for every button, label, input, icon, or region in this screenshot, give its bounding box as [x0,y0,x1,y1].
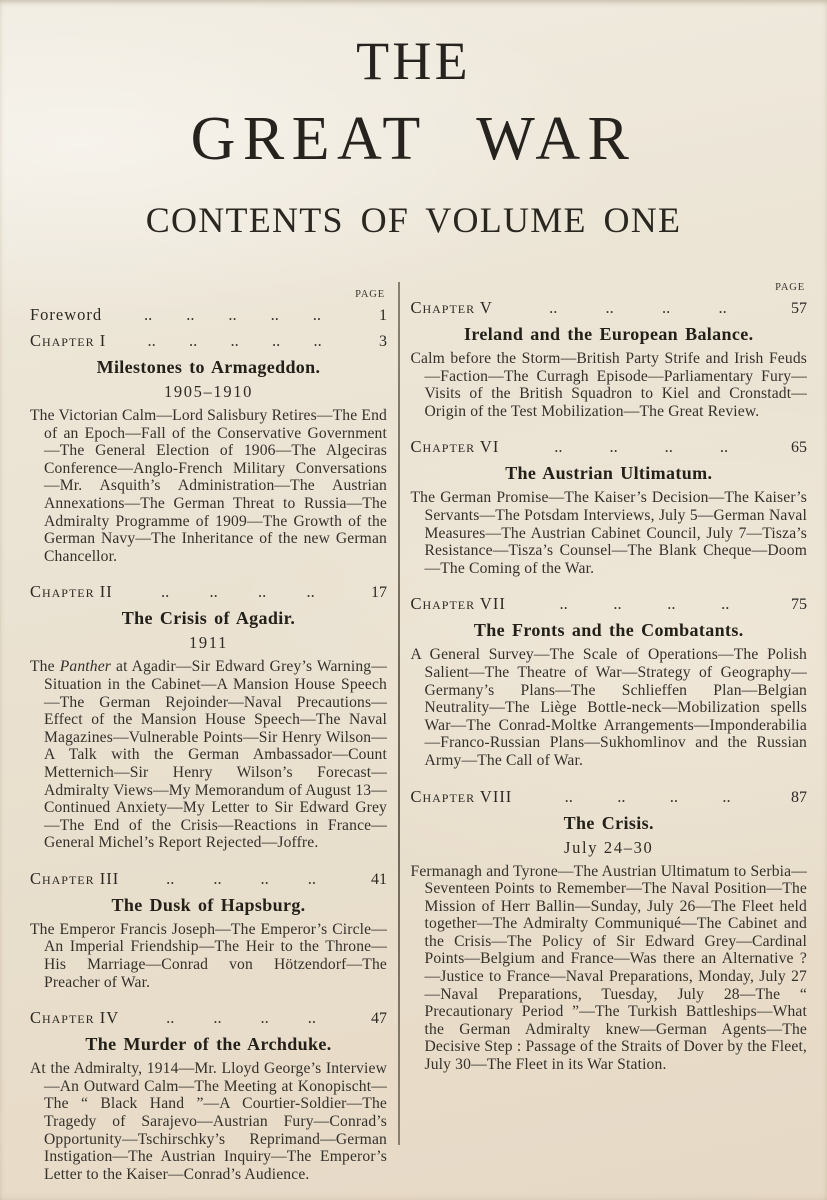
page-number: 87 [791,788,807,806]
toc-row [30,580,387,604]
dot-leaders: .. .. .. .. [554,437,729,457]
chapter-title: The Murder of the Archduke. [85,1034,332,1055]
chapter-label: Chapter VIII [410,786,513,806]
chapter-title: Milestones to Armageddon. [96,357,321,377]
page-number: 65 [791,439,807,457]
toc-row [411,435,808,459]
toc-row [30,1006,387,1030]
page-number: 17 [371,584,387,602]
chapter-summary: At the Admiralty, 1914—Mr. Lloyd George’s Interview—An Outward Calm—The Meeting at Konopischt—The “ Black Hand ”—A Courtier-Soldier—The Tragedy of Sarajevo—Austrian Fury—Conrad’s Opportunity—Tschirschky’s Reprimand—German Instigation—The Austrian Inquiry—The Emperor’s Letter to the Kaiser—Conrad’s Audience. [30,1060,387,1183]
chapter-label: Chapter VI [410,437,500,457]
chapter-summary: Fermanagh and Tyrone—The Austrian Ultimatum to Serbia—Seventeen Points to Remember—The Naval Position—The Mission of Herr Ballin—Sunday, July 26—The Fleet held together—The Admiralty Communiqué—The Cabinet and the Crisis—The Policy of Sir Edward Grey—Cardinal Points—Belgium and France—Was there an Alternative ?—Justice to France—Naval Preparations, Monday, July 27—Naval Preparations, Tuesday, July 28—The “ Precautionary Period ”—The Turkish Battleships—What the German Admiralty knew—German Agents—The Decisive Step : Passage of the Straits of Dover by the Fleet, July 30—The Fleet in its War Station. [410,862,807,1074]
page-column-header: PAGE [775,282,805,293]
page-number: 41 [371,870,387,888]
foreword-label: Foreword [30,305,103,324]
toc-row [30,867,387,891]
chapter-label: Chapter VII [410,594,506,614]
chapter-date: 1911 [189,633,228,653]
toc-entry-chapter-2 [30,580,387,852]
chapter-summary: A General Survey—The Scale of Operations—The Polish Salient—The Theatre of War—Strategy of Geography—Germany’s Plans—The Schlieffen Plan—Belgian Neutrality—The Liège Bottle-neck—Mobilization spells War—The Conrad-Moltke Arrangements—Imponderabilia—Franco-Russian Plans—Sukhomlinov and the Russian Army—The Call of War. [410,646,807,769]
toc-row [411,592,808,616]
toc-entry-chapter-7 [411,592,808,769]
chapter-title: The Austrian Ultimatum. [505,463,713,484]
dot-leaders: .. .. .. .. [549,298,727,317]
dot-leaders: .. .. .. .. [559,594,730,614]
chapter-title: The Dusk of Hapsburg. [111,894,306,915]
toc-row [30,329,387,353]
toc-entry-chapter-1 [30,329,387,565]
chapter-date: 1905–1910 [163,382,254,401]
page-number: 1 [379,307,387,324]
book-title-line2: GREAT WAR [190,105,637,173]
toc-entry-chapter-3 [30,867,387,991]
toc-entry-chapter-5 [411,296,808,420]
chapter-title: The Crisis. [563,812,654,833]
chapter-label: Chapter V [410,298,493,317]
dot-leaders: .. .. .. .. .. [144,305,322,324]
dot-leaders: .. .. .. .. [160,582,315,602]
contents-subtitle: CONTENTS OF VOLUME ONE [145,200,682,240]
dot-leaders: .. .. .. .. .. [147,331,322,350]
right-column [411,282,808,1183]
page-column-header: PAGE [355,289,385,300]
column-divider-rule [398,282,400,1145]
toc-row-foreword [30,303,387,327]
chapter-label: Chapter IV [30,1008,120,1028]
page-number: 75 [791,596,807,614]
page-number: 47 [371,1010,387,1028]
chapter-title: Ireland and the European Balance. [464,324,754,344]
toc-row [411,785,808,809]
toc-row [411,296,808,320]
left-column [30,282,387,1183]
chapter-label: Chapter III [30,868,120,888]
chapter-summary: The Victorian Calm—Lord Salisbury Retires—The End of an Epoch—Fall of the Conservative Government—The General Election of 1906—The Algeciras Conference—Anglo-French Military Conversations—Mr. Asquith’s Administration—The Austrian Annexations—The German Threat to Russia—The Admiralty Programme of 1909—The Growth of the German Navy—The Inheritance of the new German Chancellor. [30,407,387,565]
chapter-summary: The German Promise—The Kaiser’s Decision—The Kaiser’s Servants—The Potsdam Interviews, July 5—German Naval Measures—The Austrian Cabinet Council, July 7—Tisza’s Resistance—Tisza’s Counsel—The Blank Cheque—Doom—The Coming of the War. [410,489,807,577]
dot-leaders: .. .. .. .. [166,1008,316,1028]
chapter-summary: The Emperor Francis Joseph—The Emperor’s Circle—An Imperial Friendship—The Heir to the Throne—His Marriage—Conrad von Hötzendorf—The Preacher of War. [30,920,387,991]
toc-entry-chapter-8 [411,785,808,1074]
chapter-label: Chapter II [30,582,113,602]
dot-leaders: .. .. .. .. [564,786,731,806]
chapter-date: July 24–30 [564,837,654,857]
contents-columns [30,282,807,1183]
chapter-label: Chapter I [30,331,107,350]
page-number: 3 [379,333,387,350]
toc-entry-chapter-6 [411,435,808,577]
chapter-title: The Crisis of Agadir. [121,608,296,629]
chapter-title: The Fronts and the Combatants. [473,620,744,641]
chapter-summary: The Panther at Agadir—Sir Edward Grey’s Warning—Situation in the Cabinet—A Mansion House Speech—The German Rejoinder—Naval Precautions—Effect of the Mansion House Speech—The Naval Magazines—Vulnerable Points—Sir Henry Wilson—A Talk with the German Ambassador—Count Metternich—Sir Henry Wilson’s Forecast—Admiralty Views—My Memorandum of August 13—Continued Anxiety—My Letter to Sir Edward Grey—The End of the Crisis—Reactions in France—General Michel’s Report Rejected—Joffre. [30,658,387,852]
book-title-line1: THE [356,31,471,91]
toc-entry-chapter-4 [30,1006,387,1183]
page-number: 57 [791,300,807,317]
dot-leaders: .. .. .. .. [166,868,316,888]
chapter-summary: Calm before the Storm—British Party Strife and Irish Feuds—Faction—The Curragh Episode—Parliamentary Fury—Visits of the British Squadron to Kiel and Cronstadt—Origin of the Test Mobilization—The Great Review. [410,350,807,420]
